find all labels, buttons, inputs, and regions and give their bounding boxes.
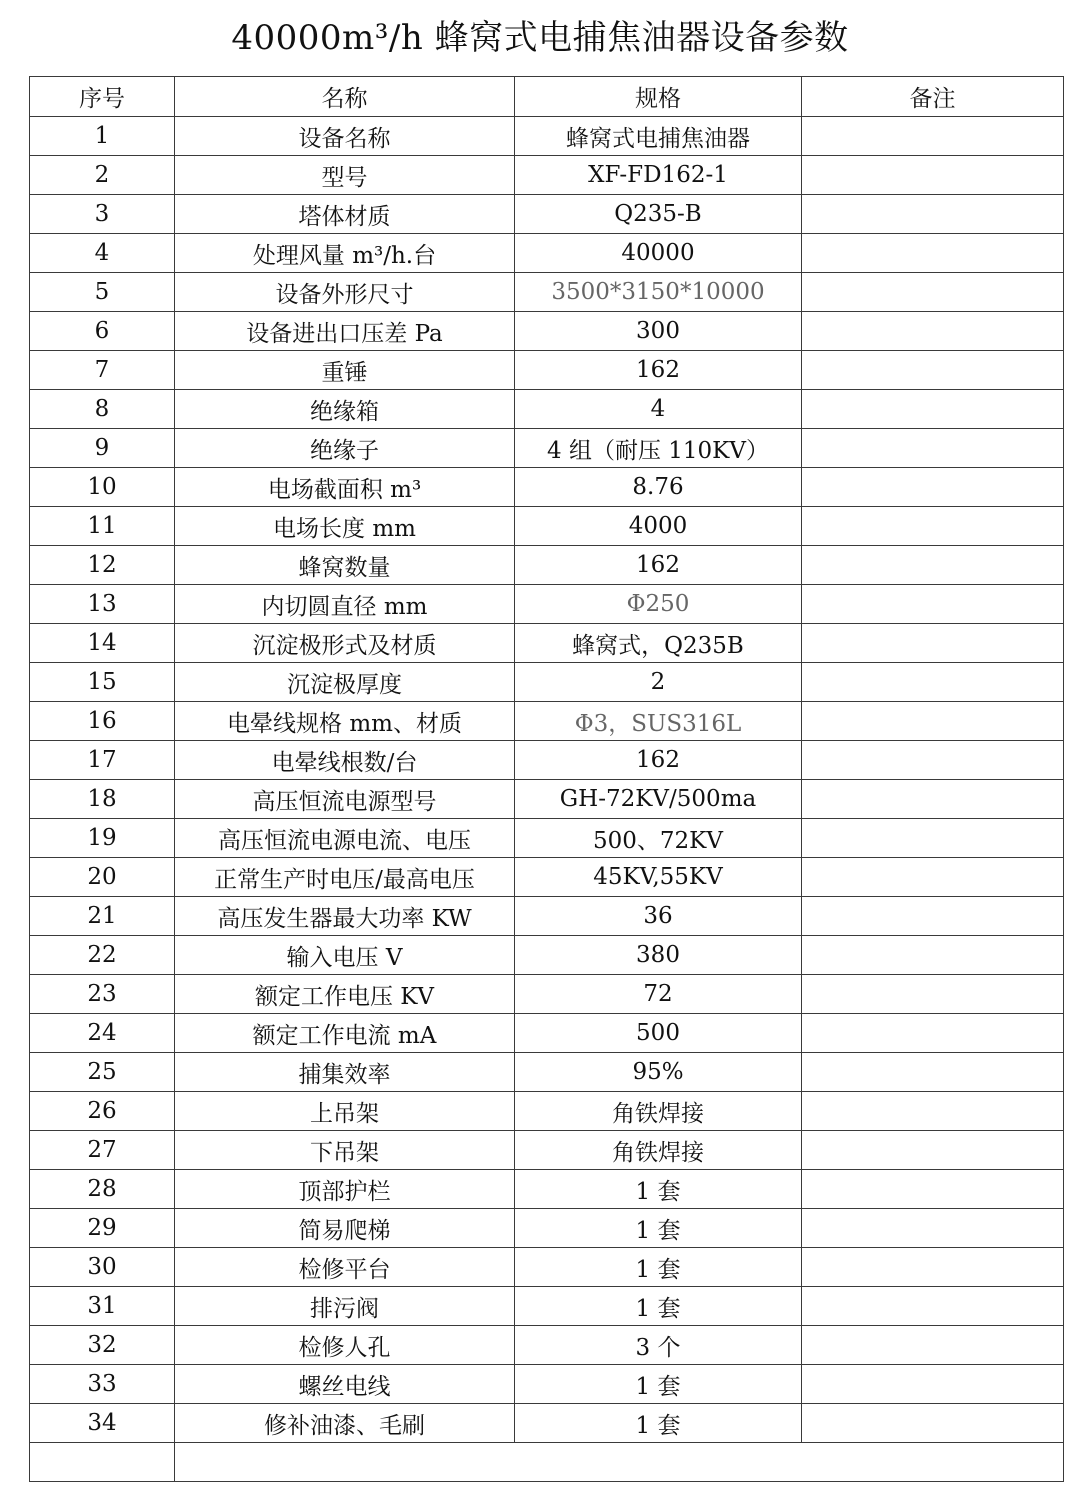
cell-no: 1 — [30, 117, 175, 156]
header-name: 名称 — [175, 77, 515, 117]
cell-name: 简易爬梯 — [175, 1209, 515, 1248]
cell-spec: 1 套 — [515, 1365, 802, 1404]
cell-no: 30 — [30, 1248, 175, 1287]
cell-spec: 4000 — [515, 507, 802, 546]
cell-spec: 4 — [515, 390, 802, 429]
table-row — [30, 897, 1064, 936]
cell-no: 34 — [30, 1404, 175, 1443]
cell-name: 绝缘箱 — [175, 390, 515, 429]
cell-spec: 角铁焊接 — [515, 1131, 802, 1170]
cell-name: 设备外形尺寸 — [175, 273, 515, 312]
cell-name: 内切圆直径 mm — [175, 585, 515, 624]
table-row — [30, 1248, 1064, 1287]
cell-name: 电场长度 mm — [175, 507, 515, 546]
cell-remark — [802, 312, 1064, 351]
table-row — [30, 156, 1064, 195]
cell-remark — [802, 234, 1064, 273]
cell-remark — [802, 1131, 1064, 1170]
table-row — [30, 1053, 1064, 1092]
cell-name: 顶部护栏 — [175, 1170, 515, 1209]
cell-spec: 300 — [515, 312, 802, 351]
document-title: 40000m³/h 蜂窝式电捕焦油器设备参数 — [231, 18, 849, 58]
cell-remark — [802, 858, 1064, 897]
table-row — [30, 351, 1064, 390]
cell-name: 正常生产时电压/最高电压 — [175, 858, 515, 897]
cell-spec: 2 — [515, 663, 802, 702]
cell-remark — [802, 741, 1064, 780]
cell-remark — [802, 156, 1064, 195]
cell-spec: 40000 — [515, 234, 802, 273]
cell-name: 沉淀极厚度 — [175, 663, 515, 702]
cell-spec: Φ3，SUS316L — [515, 702, 802, 741]
cell-name: 电晕线规格 mm、材质 — [175, 702, 515, 741]
cell-no: 10 — [30, 468, 175, 507]
table-row — [30, 1365, 1064, 1404]
table-row — [30, 468, 1064, 507]
cell-remark — [802, 1326, 1064, 1365]
cell-no: 29 — [30, 1209, 175, 1248]
table-row — [30, 1014, 1064, 1053]
cell-remark — [802, 195, 1064, 234]
table-row — [30, 390, 1064, 429]
cell-remark — [802, 1092, 1064, 1131]
cell-no: 21 — [30, 897, 175, 936]
cell-name: 检修人孔 — [175, 1326, 515, 1365]
cell-remark — [802, 468, 1064, 507]
cell-name: 下吊架 — [175, 1131, 515, 1170]
table-row — [30, 234, 1064, 273]
cell-spec: 1 套 — [515, 1287, 802, 1326]
cell-spec: 1 套 — [515, 1248, 802, 1287]
cell-name: 额定工作电流 mA — [175, 1014, 515, 1053]
table-row — [30, 702, 1064, 741]
cell-spec: 3500*3150*10000 — [515, 273, 802, 312]
header-remark: 备注 — [802, 77, 1064, 117]
cell-spec: Φ250 — [515, 585, 802, 624]
table-row — [30, 975, 1064, 1014]
cell-spec: GH-72KV/500ma — [515, 780, 802, 819]
cell-empty — [175, 1443, 1064, 1482]
cell-no: 4 — [30, 234, 175, 273]
cell-remark — [802, 975, 1064, 1014]
cell-no: 5 — [30, 273, 175, 312]
cell-spec: 162 — [515, 351, 802, 390]
cell-spec: 8.76 — [515, 468, 802, 507]
cell-remark — [802, 780, 1064, 819]
cell-remark — [802, 702, 1064, 741]
cell-remark — [802, 351, 1064, 390]
cell-name: 处理风量 m³/h.台 — [175, 234, 515, 273]
table-body — [30, 117, 1064, 1482]
table-row — [30, 1131, 1064, 1170]
cell-no: 16 — [30, 702, 175, 741]
cell-remark — [802, 1014, 1064, 1053]
header-no: 序号 — [30, 77, 175, 117]
cell-no: 20 — [30, 858, 175, 897]
cell-spec: 72 — [515, 975, 802, 1014]
cell-name: 额定工作电压 KV — [175, 975, 515, 1014]
header-spec: 规格 — [515, 77, 802, 117]
table-row — [30, 858, 1064, 897]
table-header-row — [30, 77, 1064, 117]
cell-remark — [802, 1287, 1064, 1326]
table-row — [30, 1209, 1064, 1248]
cell-name: 高压发生器最大功率 KW — [175, 897, 515, 936]
cell-name: 排污阀 — [175, 1287, 515, 1326]
cell-name: 沉淀极形式及材质 — [175, 624, 515, 663]
cell-remark — [802, 1053, 1064, 1092]
cell-name: 型号 — [175, 156, 515, 195]
cell-name: 设备进出口压差 Pa — [175, 312, 515, 351]
table-row — [30, 819, 1064, 858]
cell-no: 3 — [30, 195, 175, 234]
table-row — [30, 195, 1064, 234]
cell-name: 绝缘子 — [175, 429, 515, 468]
cell-spec: 4 组（耐压 110KV） — [515, 429, 802, 468]
cell-name: 电晕线根数/台 — [175, 741, 515, 780]
cell-remark — [802, 936, 1064, 975]
cell-remark — [802, 117, 1064, 156]
cell-remark — [802, 273, 1064, 312]
cell-name: 上吊架 — [175, 1092, 515, 1131]
table-row — [30, 663, 1064, 702]
cell-name: 输入电压 V — [175, 936, 515, 975]
cell-name: 塔体材质 — [175, 195, 515, 234]
cell-name: 蜂窝数量 — [175, 546, 515, 585]
table-row — [30, 585, 1064, 624]
cell-spec: 500 — [515, 1014, 802, 1053]
cell-no: 18 — [30, 780, 175, 819]
cell-no: 12 — [30, 546, 175, 585]
table-row — [30, 273, 1064, 312]
cell-name: 检修平台 — [175, 1248, 515, 1287]
table-row — [30, 936, 1064, 975]
table-row — [30, 1326, 1064, 1365]
cell-no: 27 — [30, 1131, 175, 1170]
cell-no: 19 — [30, 819, 175, 858]
cell-no: 23 — [30, 975, 175, 1014]
cell-remark — [802, 897, 1064, 936]
cell-no: 11 — [30, 507, 175, 546]
cell-name: 捕集效率 — [175, 1053, 515, 1092]
cell-remark — [802, 507, 1064, 546]
cell-no: 26 — [30, 1092, 175, 1131]
table-row — [30, 429, 1064, 468]
cell-name: 高压恒流电源电流、电压 — [175, 819, 515, 858]
cell-no: 7 — [30, 351, 175, 390]
table-row — [30, 507, 1064, 546]
cell-no: 15 — [30, 663, 175, 702]
table-row — [30, 624, 1064, 663]
cell-name: 螺丝电线 — [175, 1365, 515, 1404]
cell-remark — [802, 1248, 1064, 1287]
table-row — [30, 1287, 1064, 1326]
cell-spec: 蜂窝式，Q235B — [515, 624, 802, 663]
cell-no: 24 — [30, 1014, 175, 1053]
cell-remark — [802, 546, 1064, 585]
cell-no: 14 — [30, 624, 175, 663]
cell-name: 高压恒流电源型号 — [175, 780, 515, 819]
cell-remark — [802, 819, 1064, 858]
table-row — [30, 117, 1064, 156]
table-row-empty — [30, 1443, 1064, 1482]
cell-spec: 1 套 — [515, 1209, 802, 1248]
cell-spec: 95% — [515, 1053, 802, 1092]
cell-no: 13 — [30, 585, 175, 624]
cell-spec: 1 套 — [515, 1170, 802, 1209]
table-row — [30, 1170, 1064, 1209]
cell-name: 重锤 — [175, 351, 515, 390]
cell-spec: 45KV,55KV — [515, 858, 802, 897]
cell-no: 6 — [30, 312, 175, 351]
cell-empty — [30, 1443, 175, 1482]
cell-spec: XF-FD162-1 — [515, 156, 802, 195]
cell-spec: 500、72KV — [515, 819, 802, 858]
cell-name: 设备名称 — [175, 117, 515, 156]
cell-no: 28 — [30, 1170, 175, 1209]
cell-remark — [802, 624, 1064, 663]
cell-no: 25 — [30, 1053, 175, 1092]
cell-spec: Q235-B — [515, 195, 802, 234]
cell-remark — [802, 585, 1064, 624]
cell-remark — [802, 390, 1064, 429]
cell-name: 电场截面积 m³ — [175, 468, 515, 507]
table-row — [30, 312, 1064, 351]
cell-spec: 蜂窝式电捕焦油器 — [515, 117, 802, 156]
cell-remark — [802, 1404, 1064, 1443]
cell-name: 修补油漆、毛刷 — [175, 1404, 515, 1443]
cell-remark — [802, 1170, 1064, 1209]
cell-spec: 380 — [515, 936, 802, 975]
cell-remark — [802, 663, 1064, 702]
cell-no: 8 — [30, 390, 175, 429]
table-row — [30, 741, 1064, 780]
cell-no: 32 — [30, 1326, 175, 1365]
table-row — [30, 780, 1064, 819]
table-row — [30, 1404, 1064, 1443]
table-row — [30, 1092, 1064, 1131]
cell-no: 22 — [30, 936, 175, 975]
cell-no: 31 — [30, 1287, 175, 1326]
cell-no: 9 — [30, 429, 175, 468]
cell-remark — [802, 429, 1064, 468]
cell-spec: 角铁焊接 — [515, 1092, 802, 1131]
cell-spec: 3 个 — [515, 1326, 802, 1365]
cell-no: 2 — [30, 156, 175, 195]
cell-spec: 162 — [515, 741, 802, 780]
cell-no: 33 — [30, 1365, 175, 1404]
cell-remark — [802, 1209, 1064, 1248]
cell-spec: 36 — [515, 897, 802, 936]
cell-no: 17 — [30, 741, 175, 780]
cell-spec: 162 — [515, 546, 802, 585]
equipment-parameter-table — [29, 76, 1064, 1482]
cell-remark — [802, 1365, 1064, 1404]
cell-spec: 1 套 — [515, 1404, 802, 1443]
table-row — [30, 546, 1064, 585]
